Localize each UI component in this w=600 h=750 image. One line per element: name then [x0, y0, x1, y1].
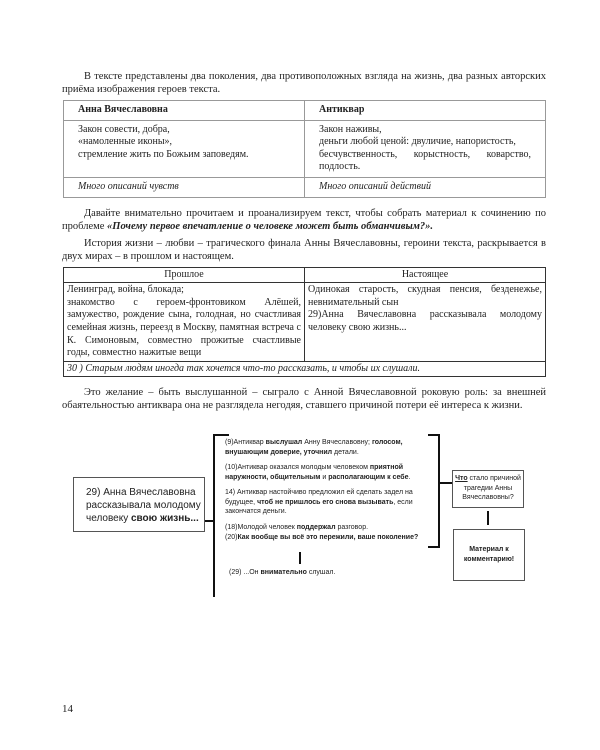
- problem-question: «Почему первое впечатление о человеке может быть обманчивым?».: [107, 220, 434, 232]
- diagram-item-9: (9)Антиквар выслушал Анну Вячеславовну; голосом, внушающим доверие, уточнил детали.: [225, 439, 403, 456]
- arrow-down: [299, 552, 301, 564]
- diagram-item-29: (29) ...Он внимательно слушал.: [229, 568, 336, 576]
- header-past: Прошлое: [64, 267, 305, 283]
- past-present-table: [63, 267, 546, 378]
- material-box: Материал к комментарию!: [453, 529, 525, 581]
- present-cell: Одинокая старость, скудная пенсия, безденежье, невнимательный сын 29)Анна Вячеславовна рассказывала молодому человеку свою жизнь...: [305, 283, 546, 362]
- header-anna: Анна Вячеславовна: [64, 101, 305, 121]
- paragraph-history: История жизни – любви – трагического финала Анны Вячеславовны, героини текста, раскрывается в двух мирах – в прошлом и настоящем.: [62, 237, 546, 262]
- antiquary-footer: Много описаний действий: [305, 177, 546, 197]
- diagram-item-14: 14) Антиквар настойчиво предложил ей сделать задел на будущее, чтоб не пришлось его снова вызывать, если закончатся деньги.: [225, 489, 413, 516]
- anna-footer: Много описаний чувств: [64, 177, 305, 197]
- diagram: [73, 434, 546, 597]
- quote-footer: 30 ) Старым людям иногда так хочется что-то рассказать, и чтобы их слушали.: [64, 361, 546, 377]
- past-cell: Ленинград, война, блокада; знакомство с героем-фронтовиком Алёшей, замужество, рождение сына, голодная, но счастливая семейная жизнь, переезд в Москву, памятная встреча с К. Симоновым, совместно прожитые счастливые годы, совместно нажитые вещи: [64, 283, 305, 362]
- page-content: [62, 70, 546, 597]
- right-bracket: [215, 434, 440, 548]
- left-bracket: [213, 434, 440, 597]
- arrow-down: [487, 511, 489, 525]
- diagram-item-10: (10)Антиквар оказался молодым человеком приятной наружности, общительным и располагающим к себе.: [225, 464, 411, 481]
- header-present: Настоящее: [305, 267, 546, 283]
- anna-traits: Закон совести, добра, «намоленные иконы», стремление жить по Божьим заповедям.: [64, 120, 305, 177]
- connector: [205, 520, 213, 522]
- comparison-table: [63, 100, 546, 198]
- question-box: Что стало причиной трагедии Анны Вячеславовны?: [452, 470, 524, 508]
- page-number: 14: [62, 703, 73, 715]
- left-quote-box: 29) Анна Вячеславовна рассказывала молодому человеку свою жизнь...: [73, 477, 205, 532]
- diagram-item-20: (20)Как вообще вы всё это пережили, ваше поколение?: [225, 534, 419, 542]
- paragraph-conclusion: Это желание – быть выслушанной – сыграло с Анной Вячеславовной роковую роль: за внешней обаятельностью антиквара она не разглядела негодяя, ставшего причиной потери её интереса к жизни.: [62, 387, 546, 412]
- diagram-item-18: (18)Молодой человек поддержал разговор.: [225, 523, 369, 531]
- connector: [440, 482, 452, 484]
- paragraph-problem: Давайте внимательно прочитаем и проанализируем текст, чтобы собрать материал к сочинению по проблеме «Почему первое впечатление о человеке может быть обманчивым?».: [62, 207, 546, 232]
- intro-paragraph: В тексте представлены два поколения, два противоположных взгляда на жизнь, два разных авторских приёма изображения героев текста.: [62, 71, 546, 95]
- conclusion-column: [440, 470, 525, 581]
- header-antiquary: Антиквар: [305, 101, 546, 121]
- antiquary-traits: Закон наживы, деньги любой ценой: двуличие, напористость, бесчувственность, корыстность, коварство, подлость.: [305, 120, 546, 177]
